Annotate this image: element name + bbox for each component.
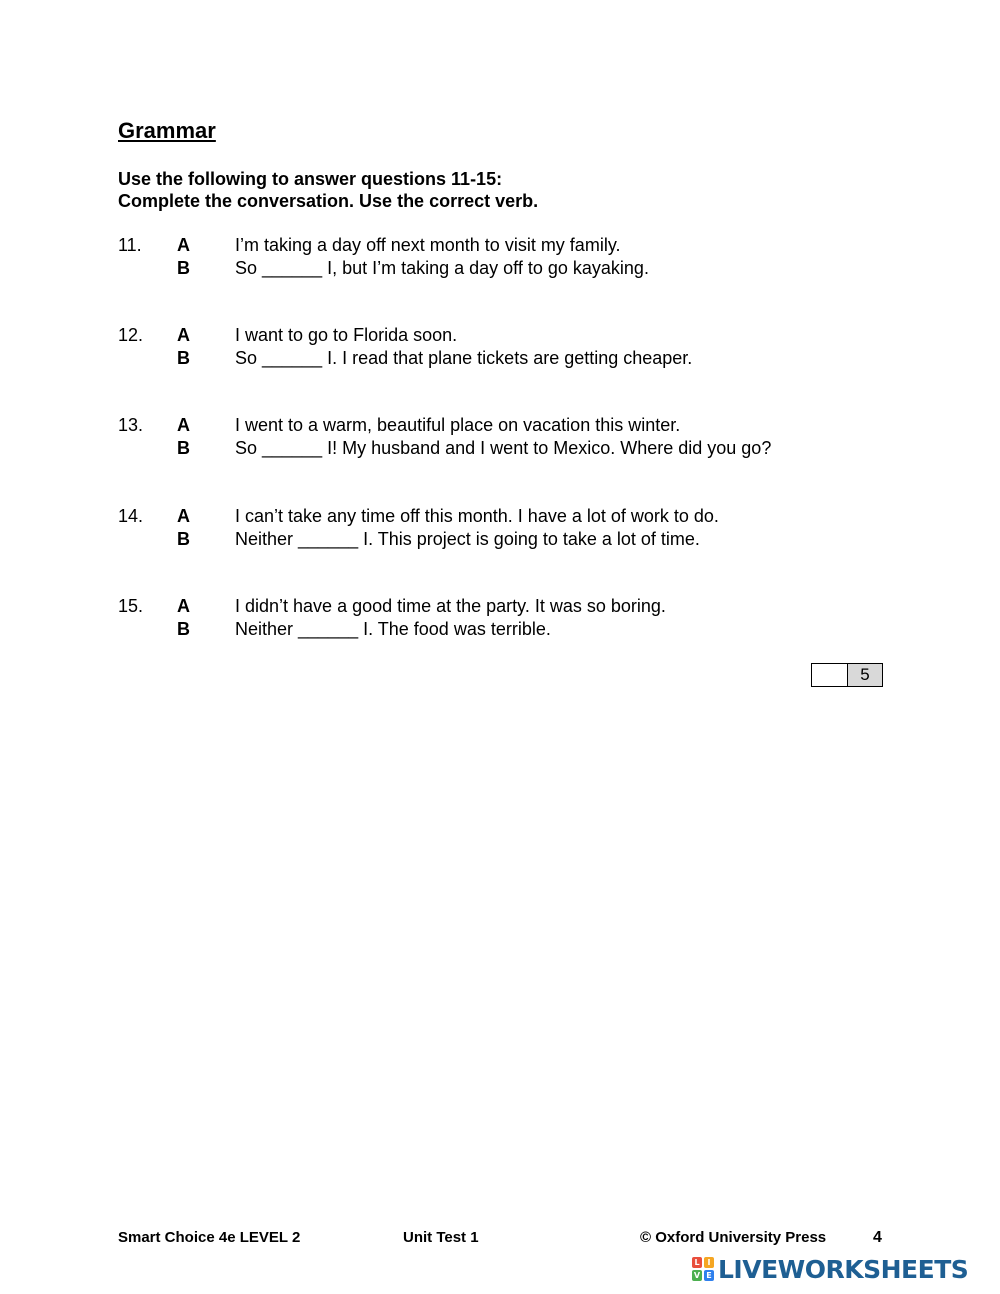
question-number: 14.	[118, 506, 144, 526]
dialogue-text: I didn’t have a good time at the party. It was so boring.	[235, 596, 666, 616]
dialogue-text: So ______ I! My husband and I went to Mexico. Where did you go?	[235, 438, 772, 458]
dialogue-text: I want to go to Florida soon.	[235, 325, 458, 345]
question-number: 13.	[118, 415, 144, 435]
footer-publisher: © Oxford University Press	[640, 1229, 827, 1246]
dialogue-text: So ______ I. I read that plane tickets are getting cheaper.	[235, 348, 693, 368]
question-item	[118, 505, 898, 551]
question-line-a	[118, 414, 898, 437]
logo-letter: V	[693, 1271, 701, 1280]
question-line-b	[118, 347, 898, 370]
dialogue-text: Neither ______ I. The food was terrible.	[235, 619, 551, 639]
speaker-label: A	[177, 596, 190, 616]
dialogue-text: So ______ I, but I’m taking a day off to go kayaking.	[235, 258, 649, 278]
question-line-b	[118, 437, 898, 460]
section-title: Grammar	[118, 118, 216, 143]
question-line-b	[118, 257, 898, 280]
question-line-a	[118, 595, 898, 618]
speaker-label: B	[177, 619, 190, 639]
logo-letter: L	[692, 1257, 702, 1268]
speaker-label: A	[177, 325, 190, 345]
score-input[interactable]	[812, 664, 848, 686]
question-line-a	[118, 505, 898, 528]
question-item	[118, 595, 898, 641]
liveworksheets-brand: LIVEWORKSHEETS	[718, 1254, 969, 1284]
question-line-a	[118, 324, 898, 347]
instructions-line-2: Complete the conversation. Use the correct verb.	[118, 191, 539, 211]
speaker-label: A	[177, 415, 190, 435]
question-line-b	[118, 528, 898, 551]
score-total: 5	[848, 664, 882, 686]
dialogue-text: I’m taking a day off next month to visit my family.	[235, 235, 621, 255]
dialogue-text: I went to a warm, beautiful place on vacation this winter.	[235, 415, 681, 435]
speaker-label: B	[177, 258, 190, 278]
speaker-label: B	[177, 348, 190, 368]
speaker-label: B	[177, 529, 190, 549]
score-box	[811, 663, 883, 687]
liveworksheets-icon	[692, 1257, 714, 1281]
dialogue-text: Neither ______ I. This project is going to take a lot of time.	[235, 529, 700, 549]
question-number: 15.	[118, 596, 144, 616]
logo-letter: I	[704, 1257, 714, 1268]
liveworksheets-logo[interactable]	[692, 1255, 968, 1283]
question-number: 11.	[118, 235, 142, 255]
question-line-a	[118, 234, 898, 257]
page-number: 4	[873, 1229, 882, 1246]
speaker-label: A	[177, 506, 190, 526]
instructions-line-1: Use the following to answer questions 11-15:	[118, 169, 503, 189]
speaker-label: B	[177, 438, 190, 458]
question-item	[118, 234, 898, 280]
footer-book-title: Smart Choice 4e LEVEL 2	[118, 1229, 301, 1246]
logo-letter: E	[704, 1270, 714, 1281]
question-number: 12.	[118, 325, 144, 345]
speaker-label: A	[177, 235, 190, 255]
footer-test-name: Unit Test 1	[403, 1229, 479, 1246]
question-item	[118, 324, 898, 370]
instructions	[118, 168, 538, 212]
question-item	[118, 414, 898, 460]
question-line-b	[118, 618, 898, 641]
dialogue-text: I can’t take any time off this month. I have a lot of work to do.	[235, 506, 719, 526]
